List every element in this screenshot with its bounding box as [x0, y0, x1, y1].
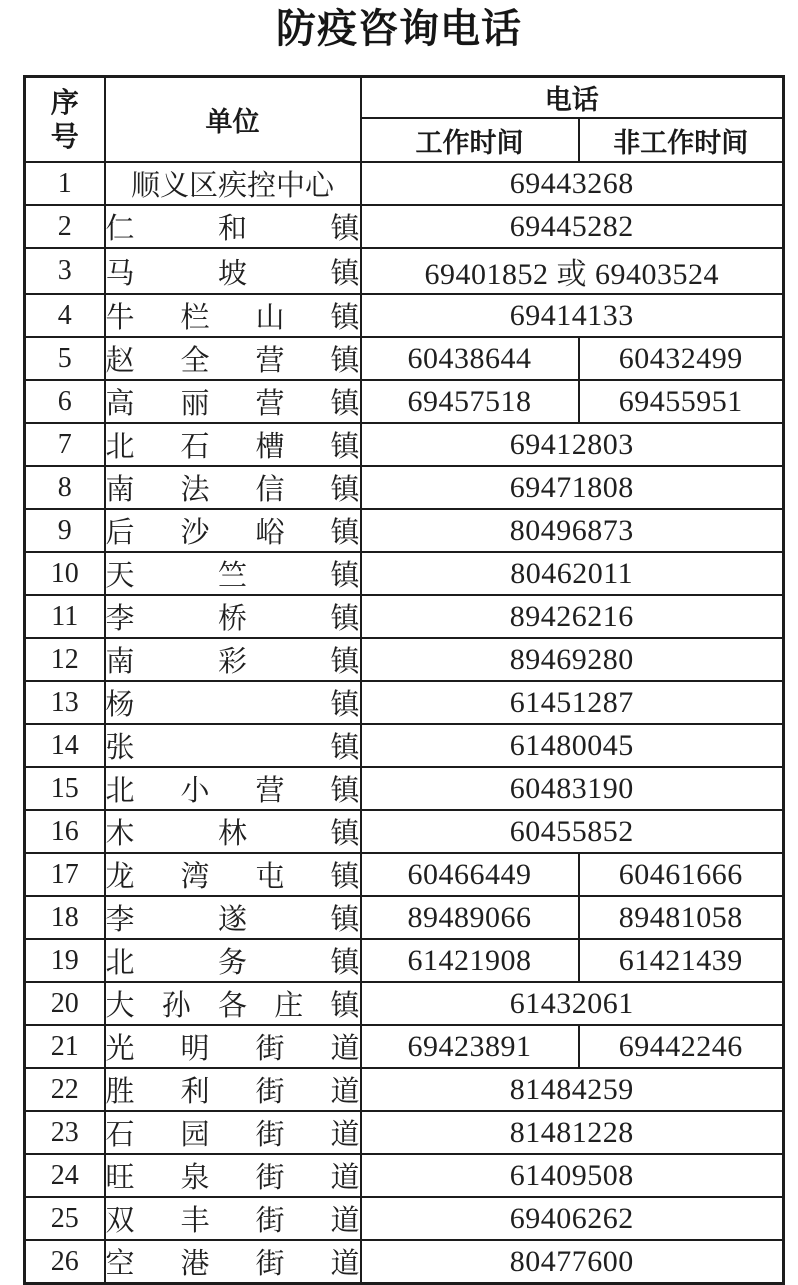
table-row	[25, 337, 784, 380]
row-phone-work-time: 69457518	[361, 380, 579, 423]
table-header	[25, 77, 784, 163]
row-index: 18	[25, 896, 105, 939]
table-row	[25, 380, 784, 423]
table-row	[25, 294, 784, 337]
row-phone-non-work-time: 61421439	[579, 939, 784, 982]
row-index: 20	[25, 982, 105, 1025]
row-phone-work-time: 69423891	[361, 1025, 579, 1068]
row-unit: 马 坡 镇	[105, 248, 361, 294]
row-index: 16	[25, 810, 105, 853]
row-phone: 89426216	[361, 595, 784, 638]
row-index: 15	[25, 767, 105, 810]
row-phone: 81484259	[361, 1068, 784, 1111]
row-index: 22	[25, 1068, 105, 1111]
table-row	[25, 638, 784, 681]
table-row	[25, 1154, 784, 1197]
row-unit: 石 园 街 道	[105, 1111, 361, 1154]
header-unit: 单位	[105, 77, 361, 163]
table-row	[25, 724, 784, 767]
row-unit: 张 镇	[105, 724, 361, 767]
row-phone-work-time: 60438644	[361, 337, 579, 380]
row-index: 13	[25, 681, 105, 724]
row-phone: 69471808	[361, 466, 784, 509]
row-index: 4	[25, 294, 105, 337]
row-unit: 北 石 槽 镇	[105, 423, 361, 466]
table-row	[25, 810, 784, 853]
row-unit: 南 法 信 镇	[105, 466, 361, 509]
row-phone: 89469280	[361, 638, 784, 681]
row-index: 24	[25, 1154, 105, 1197]
table-row	[25, 595, 784, 638]
row-unit: 北 小 营 镇	[105, 767, 361, 810]
row-phone-work-time: 89489066	[361, 896, 579, 939]
table-row	[25, 853, 784, 896]
row-index: 5	[25, 337, 105, 380]
row-phone: 60455852	[361, 810, 784, 853]
table-row	[25, 162, 784, 205]
table-row	[25, 423, 784, 466]
row-index: 3	[25, 248, 105, 294]
row-unit: 南 彩 镇	[105, 638, 361, 681]
row-index: 14	[25, 724, 105, 767]
row-unit: 木 林 镇	[105, 810, 361, 853]
row-unit: 李 桥 镇	[105, 595, 361, 638]
page-title: 防疫咨询电话	[276, 7, 522, 51]
row-unit: 顺义区疾控中心	[105, 162, 361, 205]
row-phone-work-time: 61421908	[361, 939, 579, 982]
table-row	[25, 1111, 784, 1154]
row-phone: 61432061	[361, 982, 784, 1025]
row-phone: 80496873	[361, 509, 784, 552]
row-phone: 80477600	[361, 1240, 784, 1284]
row-phone: 61409508	[361, 1154, 784, 1197]
table-row	[25, 1068, 784, 1111]
table-row	[25, 1240, 784, 1284]
row-unit: 牛 栏 山 镇	[105, 294, 361, 337]
table-row	[25, 982, 784, 1025]
row-phone-work-time: 60466449	[361, 853, 579, 896]
row-index: 9	[25, 509, 105, 552]
row-phone: 69445282	[361, 205, 784, 248]
row-unit: 北 务 镇	[105, 939, 361, 982]
row-index: 6	[25, 380, 105, 423]
row-index: 2	[25, 205, 105, 248]
table-row	[25, 205, 784, 248]
table-row	[25, 1025, 784, 1068]
row-unit: 旺 泉 街 道	[105, 1154, 361, 1197]
table-row	[25, 509, 784, 552]
row-phone: 61451287	[361, 681, 784, 724]
row-index: 8	[25, 466, 105, 509]
row-unit: 大 孙 各 庄 镇	[105, 982, 361, 1025]
row-index: 19	[25, 939, 105, 982]
row-index: 10	[25, 552, 105, 595]
table-row	[25, 939, 784, 982]
row-index: 26	[25, 1240, 105, 1284]
row-index: 1	[25, 162, 105, 205]
row-index: 17	[25, 853, 105, 896]
row-unit: 后 沙 峪 镇	[105, 509, 361, 552]
row-index: 12	[25, 638, 105, 681]
table-row	[25, 896, 784, 939]
phone-table	[23, 75, 785, 1285]
row-phone: 61480045	[361, 724, 784, 767]
table-row	[25, 248, 784, 294]
row-phone-non-work-time: 60461666	[579, 853, 784, 896]
table-row	[25, 681, 784, 724]
row-phone-non-work-time: 69442246	[579, 1025, 784, 1068]
row-phone: 60483190	[361, 767, 784, 810]
row-index: 23	[25, 1111, 105, 1154]
row-unit: 空 港 街 道	[105, 1240, 361, 1284]
header-index: 序号	[25, 77, 105, 163]
row-unit: 双 丰 街 道	[105, 1197, 361, 1240]
row-unit: 光 明 街 道	[105, 1025, 361, 1068]
row-unit: 仁 和 镇	[105, 205, 361, 248]
table-body	[25, 162, 784, 1284]
table-row	[25, 1197, 784, 1240]
row-phone-non-work-time: 69455951	[579, 380, 784, 423]
row-unit: 胜 利 街 道	[105, 1068, 361, 1111]
row-index: 21	[25, 1025, 105, 1068]
row-phone: 69406262	[361, 1197, 784, 1240]
row-phone: 69401852 或 69403524	[361, 248, 784, 294]
row-unit: 赵 全 营 镇	[105, 337, 361, 380]
row-phone: 69412803	[361, 423, 784, 466]
row-phone-non-work-time: 60432499	[579, 337, 784, 380]
table-row	[25, 552, 784, 595]
row-index: 25	[25, 1197, 105, 1240]
row-unit: 杨 镇	[105, 681, 361, 724]
row-unit: 天 竺 镇	[105, 552, 361, 595]
row-unit: 龙 湾 屯 镇	[105, 853, 361, 896]
row-index: 7	[25, 423, 105, 466]
table-row	[25, 767, 784, 810]
row-phone: 69414133	[361, 294, 784, 337]
row-unit: 李 遂 镇	[105, 896, 361, 939]
header-non-work-time: 非工作时间	[579, 118, 784, 162]
row-phone: 81481228	[361, 1111, 784, 1154]
row-phone: 69443268	[361, 162, 784, 205]
row-phone: 80462011	[361, 552, 784, 595]
row-phone-non-work-time: 89481058	[579, 896, 784, 939]
header-work-time: 工作时间	[361, 118, 579, 162]
row-index: 11	[25, 595, 105, 638]
table-row	[25, 466, 784, 509]
header-phone: 电话	[361, 77, 784, 119]
row-unit: 高 丽 营 镇	[105, 380, 361, 423]
